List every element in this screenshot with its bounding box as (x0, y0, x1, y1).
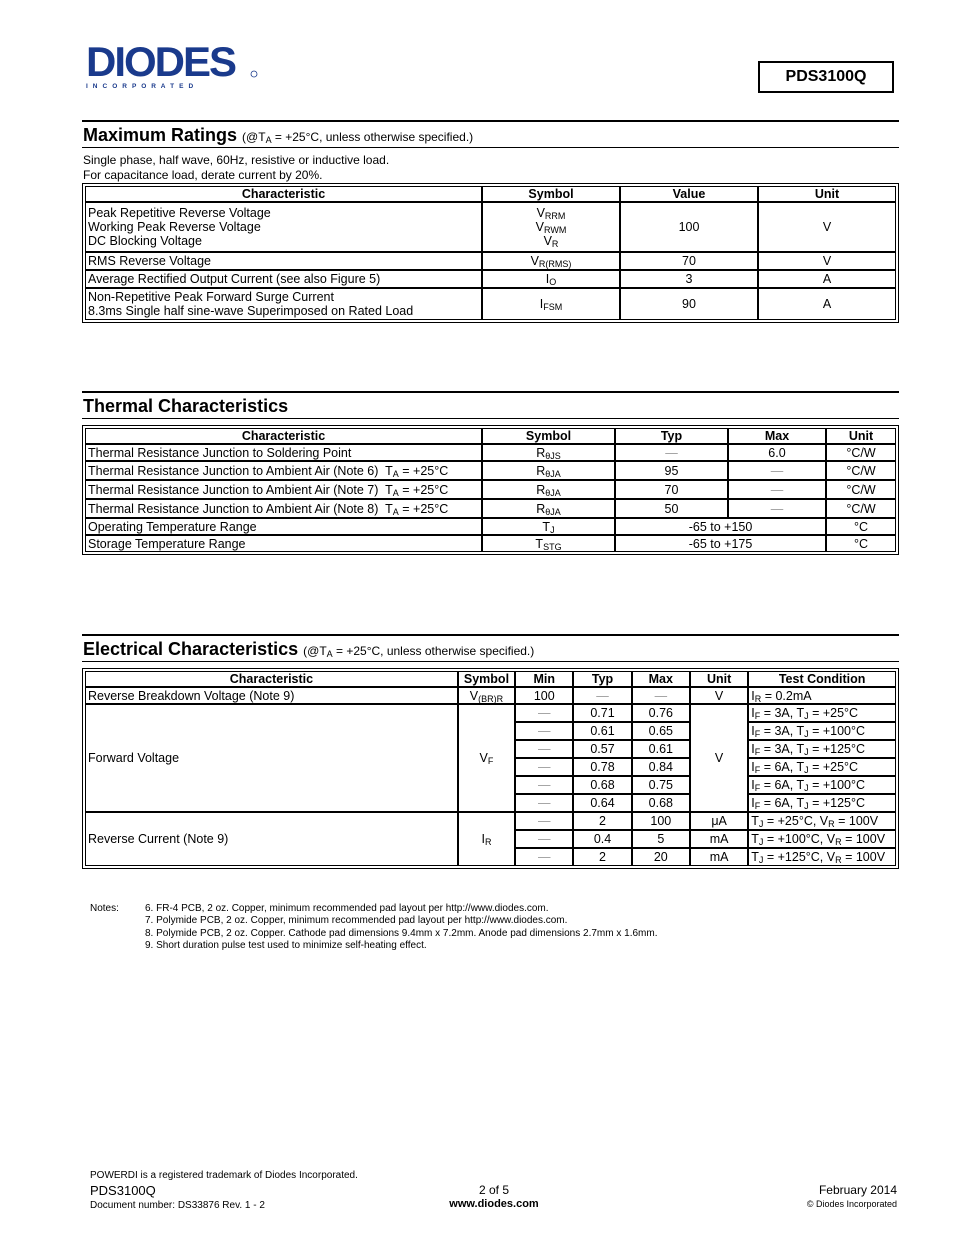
table-row (85, 518, 896, 535)
column-header: Test Condition (748, 671, 896, 687)
symbol-cell: $T_{STG}$ (482, 535, 615, 552)
max-cell: 6.0 (728, 444, 826, 461)
symbol-cell: $I_{FSM}$ (482, 288, 620, 320)
notes-label: Notes: (90, 903, 119, 914)
unit-cell: °C (826, 518, 896, 535)
unit-cell: °C/W (826, 480, 896, 499)
value-cell: 90 (620, 288, 758, 320)
unit-cell: mA (690, 830, 748, 848)
symbol-cell: $T_J$ (482, 518, 615, 535)
characteristic-cell: Storage Temperature Range (85, 535, 482, 552)
table-row (85, 252, 896, 270)
condition-cell: $I_F = 6A$, $T_J = +125^\circ C$ (748, 794, 896, 812)
typ-cell: — (573, 687, 631, 704)
column-header: Unit (758, 186, 896, 202)
typ-cell: 0.78 (573, 758, 631, 776)
symbol-cell: $R_{\theta JS}$ (482, 444, 615, 461)
note-item: 9. Short duration pulse test used to minimize self-heating effect. (145, 939, 427, 951)
characteristic-cell: Thermal Resistance Junction to Ambient Air (Note 7) $T_A = +25^\circ C$ (85, 480, 482, 499)
symbol-cell: $V_F$ (458, 704, 515, 812)
thermal-table (82, 425, 899, 555)
max-ratings-title: Maximum Ratings ($@T_A = +25^\circ C$, unless otherwise specified.) (83, 125, 474, 145)
column-header: Typ (615, 428, 728, 444)
column-header: Typ (573, 671, 631, 687)
column-header: Characteristic (85, 186, 482, 202)
characteristic-cell: Reverse Current (Note 9) (85, 812, 458, 866)
footer-website[interactable]: www.diodes.com (449, 1198, 539, 1210)
typ-cell: 0.57 (573, 740, 631, 758)
max-cell: — (632, 687, 690, 704)
max-cell: 0.76 (632, 704, 690, 722)
characteristic-cell: Thermal Resistance Junction to Soldering Point (85, 444, 482, 461)
table-row (85, 480, 896, 499)
max-cell: 0.68 (632, 794, 690, 812)
min-cell: 100 (515, 687, 573, 704)
unit-cell: V (690, 687, 748, 704)
characteristic-cell: Average Rectified Output Current (see also Figure 5) (85, 270, 482, 288)
diodes-logo (86, 42, 258, 92)
section-rule-bottom (82, 418, 899, 419)
note-item: 8. Polymide PCB, 2 oz. Copper. Cathode pad dimensions 9.4mm x 7.2mm. Anode pad dimensions 2.7mm x 1.6mm. (145, 927, 658, 939)
logo-wordmark: DIODES (86, 42, 236, 85)
thermal-title: Thermal Characteristics (83, 396, 289, 416)
table-row (85, 461, 896, 480)
unit-cell: V (690, 704, 748, 812)
value-cell: 100 (620, 202, 758, 252)
column-header: Max (632, 671, 690, 687)
max-cell: — (728, 499, 826, 518)
unit-cell: μA (690, 812, 748, 830)
condition-cell: $I_F = 3A$, $T_J = +25^\circ C$ (748, 704, 896, 722)
min-cell: — (515, 794, 573, 812)
condition-cell: $I_F = 6A$, $T_J = +25^\circ C$ (748, 758, 896, 776)
symbol-cell: $V_{R(RMS)}$ (482, 252, 620, 270)
typ-cell: 0.68 (573, 776, 631, 794)
table-row (85, 535, 896, 552)
condition-cell: $I_F = 3A$, $T_J = +125^\circ C$ (748, 740, 896, 758)
max-cell: 100 (632, 812, 690, 830)
typ-cell: 0.61 (573, 722, 631, 740)
column-header: Symbol (482, 186, 620, 202)
column-header: Min (515, 671, 573, 687)
section-rule-bottom (82, 661, 899, 662)
footer-page: 2 of 5 (478, 1183, 510, 1197)
column-header: Symbol (482, 428, 615, 444)
section-rule-top (82, 391, 899, 393)
symbol-cell: $R_{\theta JA}$ (482, 461, 615, 480)
unit-cell: °C/W (826, 499, 896, 518)
max-cell: — (728, 461, 826, 480)
max-cell: 0.61 (632, 740, 690, 758)
column-header: Symbol (458, 671, 515, 687)
range-cell: -65 to +150 (615, 518, 826, 535)
min-cell: — (515, 776, 573, 794)
characteristic-cell: Peak Repetitive Reverse Voltage Working Peak Reverse Voltage DC Blocking Voltage (85, 202, 482, 252)
column-header: Value (620, 186, 758, 202)
typ-cell: 70 (615, 480, 728, 499)
unit-cell: °C/W (826, 444, 896, 461)
max-ratings-intro: Single phase, half wave, 60Hz, resistive or inductive load. For capacitance load, derate current by 20%. (83, 153, 390, 182)
min-cell: — (515, 704, 573, 722)
min-cell: — (515, 830, 573, 848)
column-header: Max (728, 428, 826, 444)
min-cell: — (515, 812, 573, 830)
symbol-cell: $V_{(BR)R}$ (458, 687, 515, 704)
max-cell: 20 (632, 848, 690, 866)
logo-subtitle: I N C O R P O R A T E D (86, 83, 195, 90)
unit-cell: V (758, 202, 896, 252)
min-cell: — (515, 740, 573, 758)
footer-date: February 2014 (818, 1183, 897, 1197)
unit-cell: mA (690, 848, 748, 866)
max-cell: 5 (632, 830, 690, 848)
value-cell: 3 (620, 270, 758, 288)
characteristic-cell: Thermal Resistance Junction to Ambient Air (Note 8) $T_A = +25^\circ C$ (85, 499, 482, 518)
symbol-cell: $I_R$ (458, 812, 515, 866)
table-row (85, 812, 896, 830)
unit-cell: V (758, 252, 896, 270)
unit-cell: °C (826, 535, 896, 552)
characteristic-cell: Non-Repetitive Peak Forward Surge Current 8.3ms Single half sine-wave Superimposed on Rated Load (85, 288, 482, 320)
characteristic-cell: Reverse Breakdown Voltage (Note 9) (85, 687, 458, 704)
max-cell: 0.75 (632, 776, 690, 794)
section-rule-top (82, 120, 899, 122)
typ-cell: 95 (615, 461, 728, 480)
footer-part: PDS3100Q (90, 1183, 156, 1198)
column-header: Unit (826, 428, 896, 444)
condition-cell: $I_R = 0.2mA$ (748, 687, 896, 704)
typ-cell: 0.64 (573, 794, 631, 812)
unit-cell: °C/W (826, 461, 896, 480)
condition-cell: $I_F = 6A$, $T_J = +100^\circ C$ (748, 776, 896, 794)
table-row (85, 704, 896, 722)
symbol-cell: $I_O$ (482, 270, 620, 288)
section-rule-top (82, 634, 899, 636)
symbol-cell: $V_{RRM}$ $V_{RWM}$ $V_R$ (482, 202, 620, 252)
min-cell: — (515, 758, 573, 776)
condition-cell: $T_J = +100^\circ C$, $V_R = 100V$ (748, 830, 896, 848)
column-header: Unit (690, 671, 748, 687)
min-cell: — (515, 848, 573, 866)
unit-cell: A (758, 288, 896, 320)
typ-cell: 50 (615, 499, 728, 518)
typ-cell: — (615, 444, 728, 461)
typ-cell: 2 (573, 812, 631, 830)
max-ratings-table (82, 183, 899, 323)
table-row (85, 288, 896, 320)
table-row (85, 499, 896, 518)
characteristic-cell: Operating Temperature Range (85, 518, 482, 535)
condition-cell: $T_J = +125^\circ C$, $V_R = 100V$ (748, 848, 896, 866)
characteristic-cell: Thermal Resistance Junction to Ambient Air (Note 6) $T_A = +25^\circ C$ (85, 461, 482, 480)
max-cell: — (728, 480, 826, 499)
characteristic-cell: Forward Voltage (85, 704, 458, 812)
max-cell: 0.65 (632, 722, 690, 740)
range-cell: -65 to +175 (615, 535, 826, 552)
typ-cell: 2 (573, 848, 631, 866)
table-row (85, 444, 896, 461)
electrical-table (82, 668, 899, 869)
section-rule-bottom (82, 147, 899, 148)
typ-cell: 0.71 (573, 704, 631, 722)
condition-cell: $I_F = 3A$, $T_J = +100^\circ C$ (748, 722, 896, 740)
condition-cell: $T_J = +25^\circ C$, $V_R = 100V$ (748, 812, 896, 830)
symbol-cell: $R_{\theta JA}$ (482, 480, 615, 499)
table-row (85, 202, 896, 252)
unit-cell: A (758, 270, 896, 288)
column-header: Characteristic (85, 671, 458, 687)
value-cell: 70 (620, 252, 758, 270)
footer-trademark: POWERDI is a registered trademark of Diodes Incorporated. (90, 1170, 358, 1181)
max-cell: 0.84 (632, 758, 690, 776)
min-cell: — (515, 722, 573, 740)
typ-cell: 0.4 (573, 830, 631, 848)
footer-doc-number: Document number: DS33876 Rev. 1 - 2 (90, 1200, 265, 1211)
note-item: 6. FR-4 PCB, 2 oz. Copper, minimum recommended pad layout per http://www.diodes.com. (145, 903, 549, 914)
table-row (85, 270, 896, 288)
column-header: Characteristic (85, 428, 482, 444)
part-number-box: PDS3100Q (758, 61, 894, 93)
characteristic-cell: RMS Reverse Voltage (85, 252, 482, 270)
symbol-cell: $R_{\theta JA}$ (482, 499, 615, 518)
note-item: 7. Polymide PCB, 2 oz. Copper, minimum recommended pad layout per http://www.diodes.com. (145, 915, 568, 927)
footer-copyright: © Diodes Incorporated (806, 1199, 897, 1209)
table-row (85, 687, 896, 704)
notes (90, 903, 790, 963)
electrical-title: Electrical Characteristics ($@T_A = +25^\circ C$, unless otherwise specified.) (83, 639, 535, 659)
